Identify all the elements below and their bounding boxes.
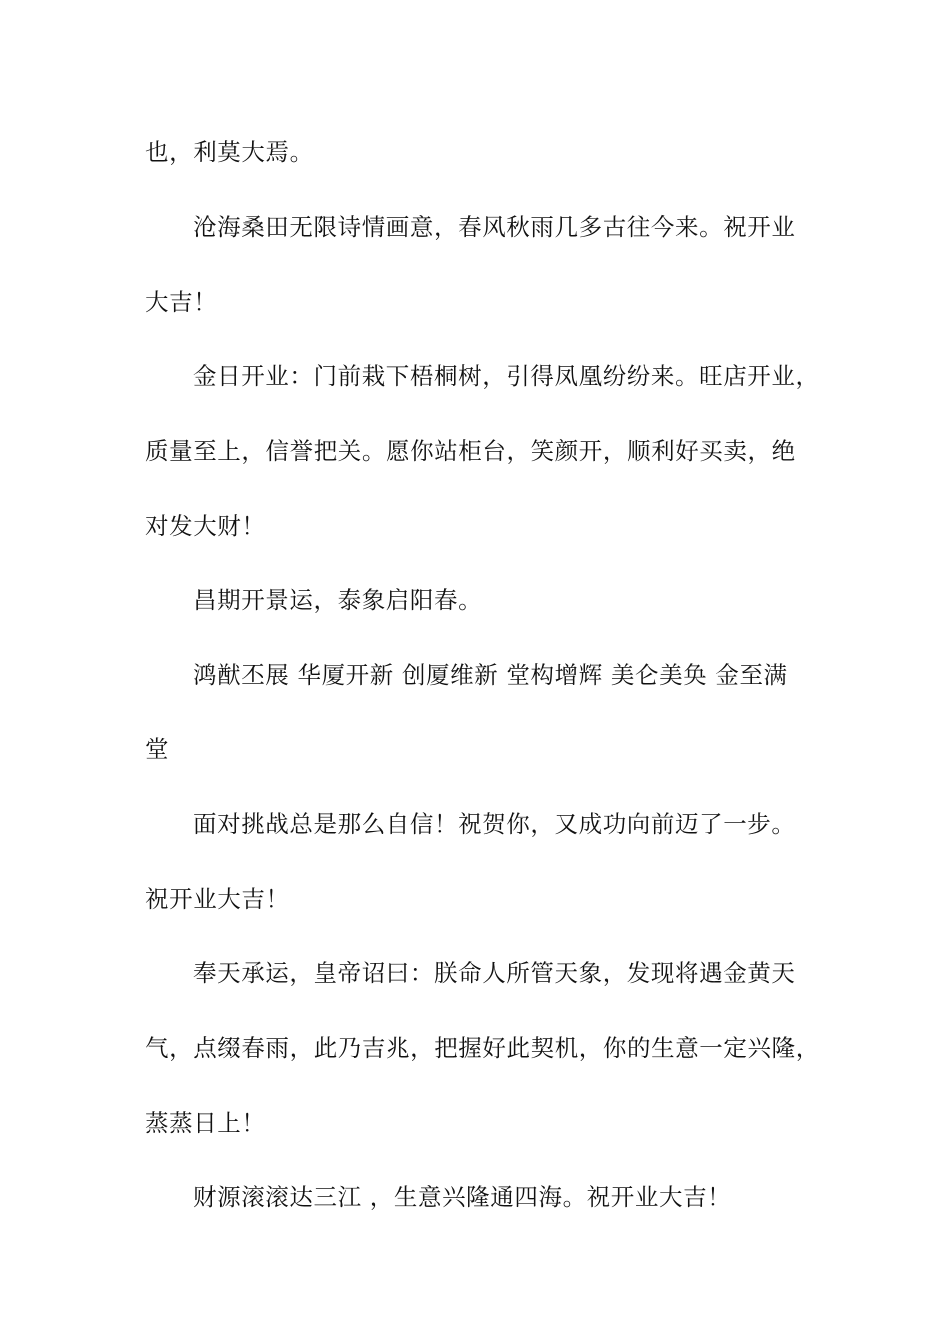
text-line: 昌期开景运，泰象启阳春。 <box>193 586 483 614</box>
text-line: 对发大财！ <box>145 512 266 540</box>
text-line: 祝开业大吉！ <box>145 885 290 913</box>
text-line: 气，点缀春雨，此乃吉兆，把握好此契机，你的生意一定兴隆， <box>145 1034 820 1062</box>
text-line: 大吉！ <box>145 288 218 316</box>
text-line: 也，利莫大焉。 <box>145 138 314 166</box>
text-line: 财源滚滚达三江 ，生意兴隆通四海。祝开业大吉！ <box>193 1183 732 1211</box>
text-line: 鸿猷丕展 华厦开新 创厦维新 堂构增辉 美仑美奂 金至满 <box>193 661 788 689</box>
text-line: 蒸蒸日上！ <box>145 1109 266 1137</box>
text-line: 沧海桑田无限诗情画意，春风秋雨几多古往今来。祝开业 <box>193 213 796 241</box>
text-line: 金日开业：门前栽下梧桐树，引得凤凰纷纷来。旺店开业， <box>193 362 820 390</box>
text-line: 奉天承运，皇帝诏曰：朕命人所管天象，发现将遇金黄天 <box>193 959 796 987</box>
text-line: 质量至上，信誉把关。愿你站柜台，笑颜开，顺利好买卖，绝 <box>145 437 796 465</box>
text-line: 面对挑战总是那么自信！祝贺你，又成功向前迈了一步。 <box>193 810 796 838</box>
text-line: 堂 <box>145 735 170 763</box>
